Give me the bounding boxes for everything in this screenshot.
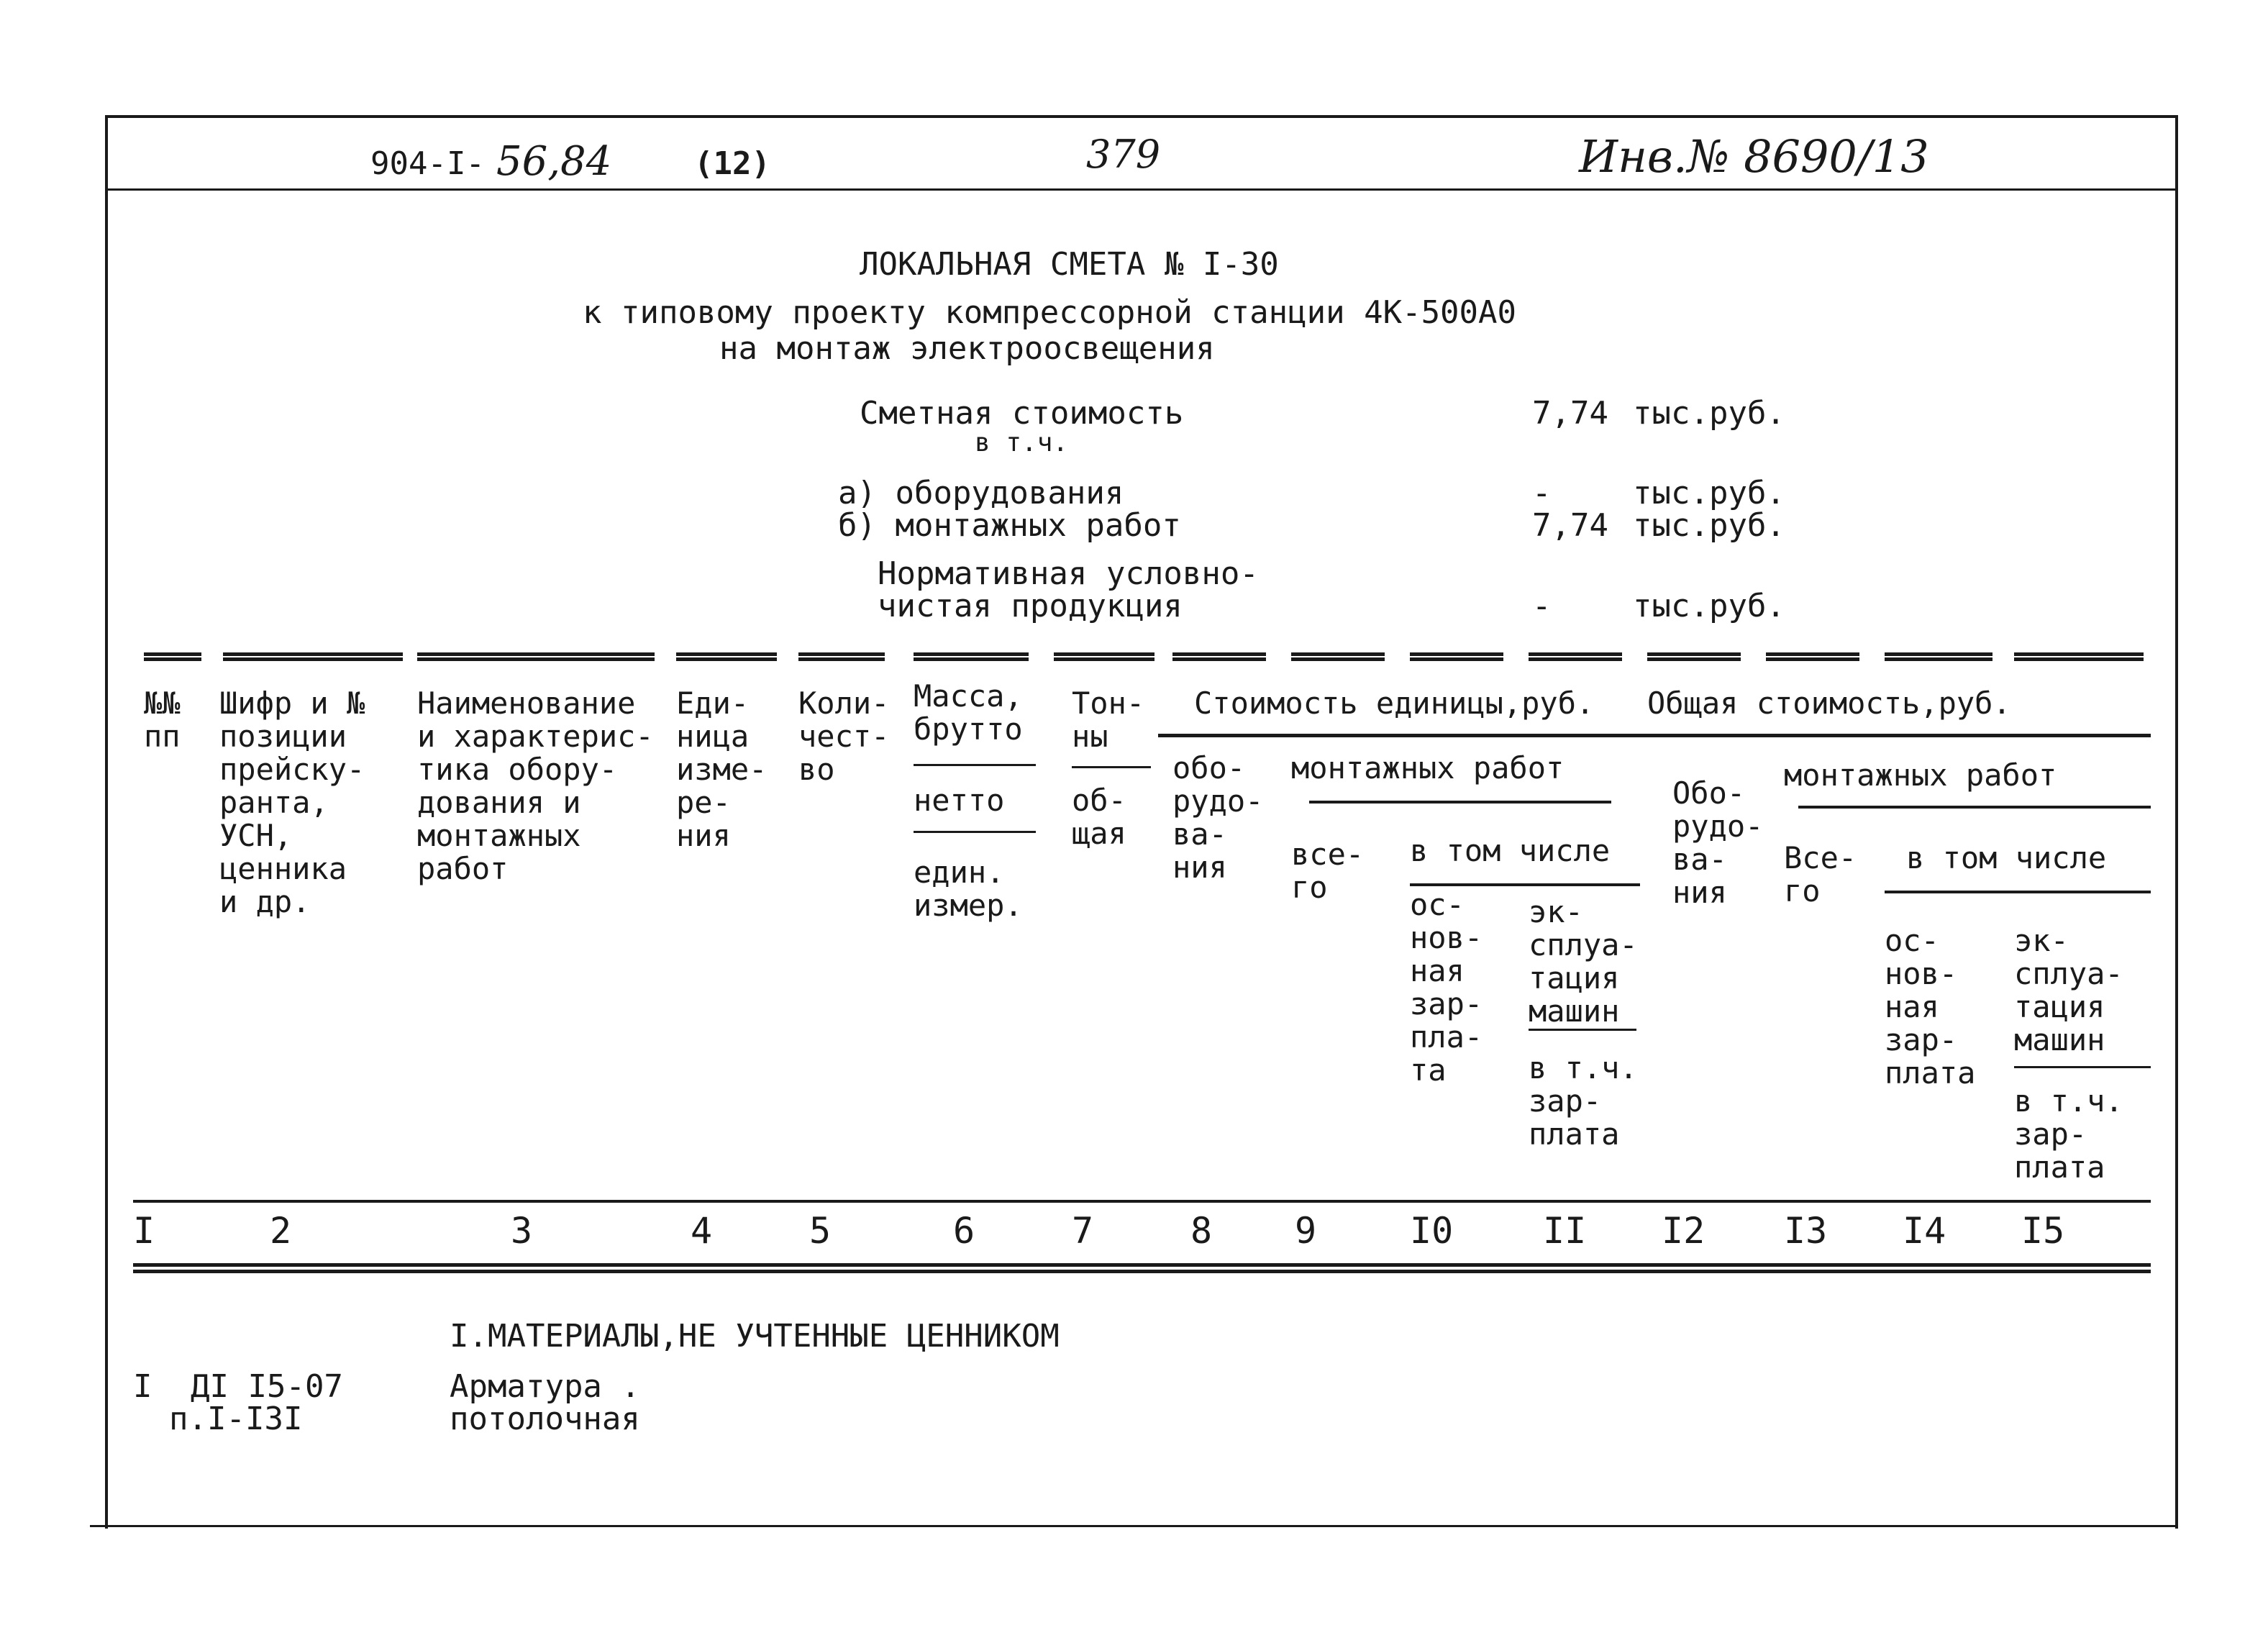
column-number: I — [132, 1210, 155, 1252]
column-number: 9 — [1294, 1210, 1317, 1252]
doc-code-printed: 904-I- — [370, 145, 485, 182]
doc-part: (12) — [694, 145, 770, 182]
hdr-machines-2: эк- сплуа- тация машин — [2014, 923, 2123, 1057]
mount-value: 7,74 — [1532, 507, 1608, 544]
hdr-mount-rule — [1309, 801, 1611, 803]
cost-label: Сметная стоимость — [860, 395, 1184, 432]
doc-code-handwritten: 56,84 — [496, 138, 612, 185]
table-top-rule — [1885, 652, 1993, 661]
table-top-rule — [676, 652, 777, 661]
norm-label-1: Нормативная условно- — [878, 555, 1259, 592]
hdr-cost-rule — [1158, 734, 2151, 737]
hdr-total: все- го — [1291, 837, 1365, 905]
hdr-mount-works-2: монтажных работ — [1784, 757, 2057, 793]
hdr-equipment-2: Обо- рудо- ва- ния — [1672, 775, 1764, 910]
mount-unit: тыс.руб. — [1633, 507, 1785, 544]
hdr-mass-net: нетто — [914, 783, 1005, 818]
hdr-mass-rule-2 — [914, 831, 1036, 833]
table-top-rule — [1410, 652, 1503, 661]
hdr-unit: Еди- ница изме- ре- ния — [676, 686, 768, 853]
page-number: 379 — [1086, 132, 1161, 177]
hdr-machines-rule — [1529, 1029, 1636, 1031]
hdr-mount-works: монтажных работ — [1291, 750, 1565, 786]
hdr-code: Шифр и № позиции прейску- ранта, УСН, ценника и др. — [219, 686, 365, 919]
column-number: I5 — [2021, 1210, 2065, 1252]
equip-unit: тыс.руб. — [1633, 475, 1785, 511]
inventory-number: Инв.№ 8690/13 — [1579, 130, 1929, 183]
table-top-rule — [223, 652, 403, 661]
column-number: 7 — [1071, 1210, 1094, 1252]
cost-value: 7,74 — [1532, 395, 1608, 432]
hdr-tons-rule — [1072, 766, 1151, 768]
hdr-incl-rule-2 — [1885, 891, 2151, 893]
column-number: 5 — [809, 1210, 832, 1252]
hdr-quantity: Коли- чест- во — [798, 686, 890, 787]
column-number: I0 — [1410, 1210, 1454, 1252]
cost-unit: тыс.руб. — [1633, 395, 1785, 432]
table-top-rule — [914, 652, 1029, 661]
mount-label: б) монтажных работ — [838, 507, 1181, 544]
hdr-tons: Тон- ны — [1072, 686, 1145, 754]
hdr-row-number: №№ пп — [144, 686, 181, 754]
section-title: I.МАТЕРИАЛЫ,НЕ УЧТЕННЫЕ ЦЕННИКОМ — [450, 1318, 1060, 1355]
estimate-title: ЛОКАЛЬНАЯ СМЕТА № I-30 — [860, 246, 1279, 283]
column-number: 2 — [269, 1210, 292, 1252]
column-number: I3 — [1784, 1210, 1828, 1252]
frame-bottom — [90, 1525, 2176, 1527]
hdr-mass-rule-1 — [914, 764, 1036, 766]
norm-value: - — [1532, 588, 1552, 624]
hdr-mount-rule-2 — [1798, 806, 2151, 809]
table-top-rule — [1647, 652, 1741, 661]
table-top-rule — [417, 652, 655, 661]
hdr-mass-gross: Масса, брутто — [914, 678, 1023, 747]
hdr-incl-rule — [1410, 883, 1640, 886]
hdr-machines: эк- сплуа- тация машин — [1529, 894, 1638, 1029]
column-number: I4 — [1903, 1210, 1946, 1252]
norm-label-2: чистая продукция — [878, 588, 1183, 624]
row-name-1: Арматура . — [450, 1368, 640, 1405]
hdr-machines-pay-2: в т.ч. зар- плата — [2014, 1083, 2123, 1185]
hdr-mass-unit: един. измер. — [914, 855, 1023, 923]
row-number: I — [133, 1368, 152, 1405]
colnum-bottom-rule — [133, 1263, 2151, 1273]
table-top-rule — [1529, 652, 1622, 661]
equip-label: а) оборудования — [838, 475, 1124, 511]
hdr-name: Наименование и характерис- тика обору- дования и монтажных работ — [417, 686, 654, 886]
hdr-machines-rule-2 — [2014, 1066, 2151, 1068]
table-top-rule — [144, 652, 201, 661]
hdr-tons-total: об- щая — [1072, 783, 1126, 851]
row-name-2: потолочная — [450, 1401, 640, 1437]
table-top-rule — [1054, 652, 1155, 661]
hdr-including-2: в том числе — [1906, 840, 2107, 875]
table-top-rule — [1172, 652, 1266, 661]
hdr-including: в том числе — [1410, 833, 1611, 868]
hdr-base-pay: ос- нов- ная зар- пла- та — [1410, 887, 1483, 1088]
frame-top — [106, 115, 2178, 118]
column-number: 8 — [1190, 1210, 1213, 1252]
norm-unit: тыс.руб. — [1633, 588, 1785, 624]
estimate-subtitle: к типовому проекту компрессорной станции 4К-500А0 — [583, 294, 1517, 331]
table-top-rule — [1766, 652, 1859, 661]
row-code-2: п.I-I3I — [169, 1401, 303, 1437]
hdr-base-pay-2: ос- нов- ная зар- плата — [1885, 923, 1976, 1091]
table-top-rule — [2014, 652, 2144, 661]
column-number: II — [1543, 1210, 1587, 1252]
row-code-1: ДI I5-07 — [191, 1368, 343, 1405]
colnum-top-rule — [133, 1200, 2151, 1203]
table-top-rule — [1291, 652, 1385, 661]
hdr-total-cost: Общая стоимость,руб. — [1647, 686, 2011, 721]
incl-label: в т.ч. — [975, 428, 1069, 457]
equip-value: - — [1532, 475, 1552, 511]
table-top-rule — [798, 652, 885, 661]
hdr-unit-cost: Стоимость единицы,руб. — [1194, 686, 1595, 721]
estimate-subtitle-2: на монтаж электроосвещения — [719, 330, 1215, 367]
column-number: 4 — [690, 1210, 713, 1252]
column-number: I2 — [1662, 1210, 1705, 1252]
column-number: 6 — [952, 1210, 975, 1252]
hdr-machines-pay: в т.ч. зар- плата — [1529, 1050, 1638, 1152]
hdr-total-2: Все- го — [1784, 840, 1857, 909]
frame-left — [105, 115, 108, 1529]
column-number: 3 — [510, 1210, 533, 1252]
frame-right — [2175, 115, 2178, 1529]
header-divider — [106, 188, 2178, 191]
hdr-equipment: обо- рудо- ва- ния — [1172, 750, 1264, 885]
